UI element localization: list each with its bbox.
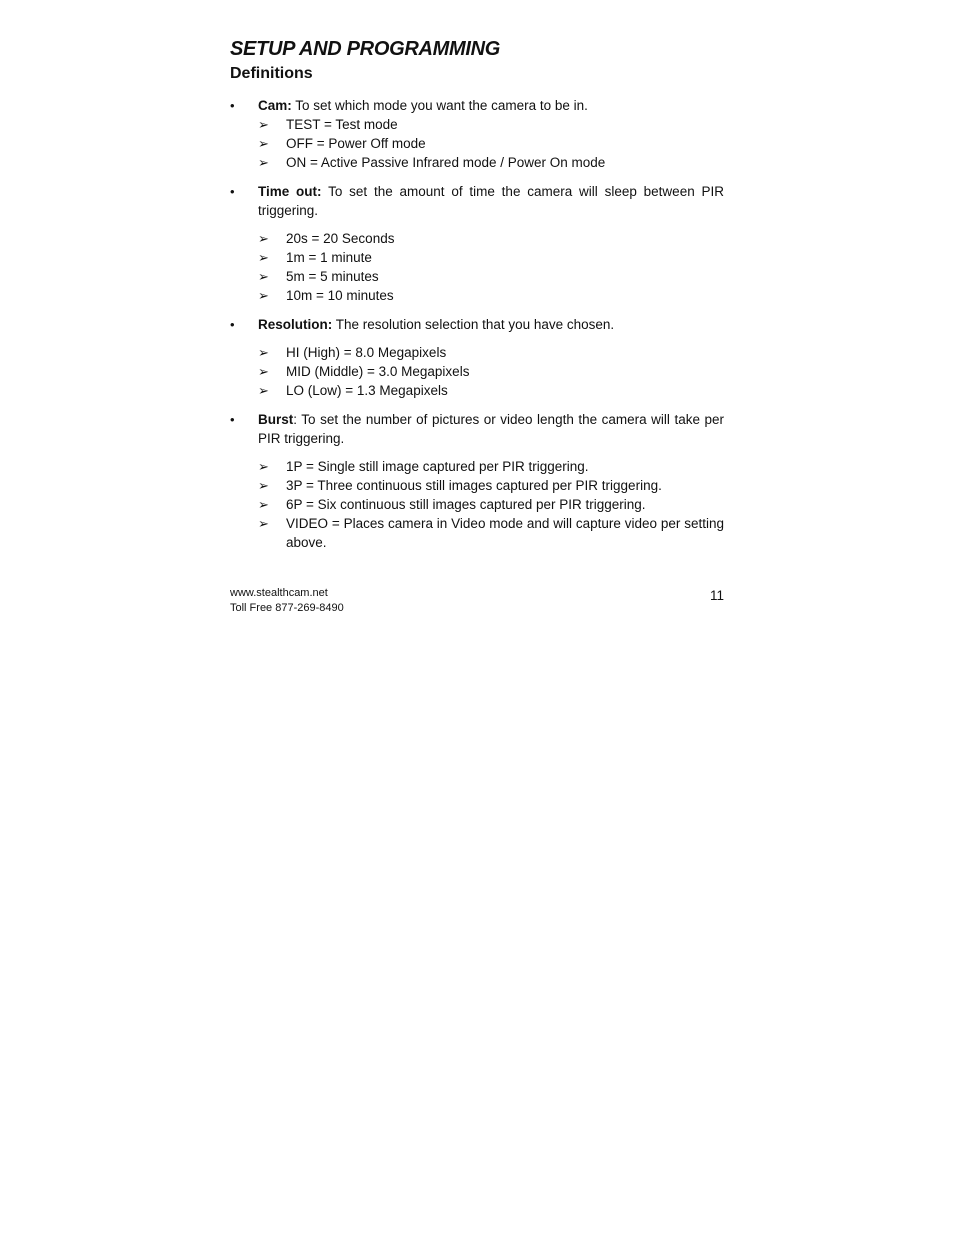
definition-description: To set which mode you want the camera to be in. — [291, 98, 588, 113]
option-list — [258, 343, 724, 400]
option-list — [258, 115, 724, 172]
definition-description: To set the amount of time the camera will sleep between PIR triggering. — [258, 184, 725, 218]
list-item — [258, 457, 724, 476]
list-item — [258, 248, 724, 267]
manual-page — [230, 36, 724, 552]
definition-description: : To set the number of pictures or video length the camera will take per PIR triggering. — [258, 412, 724, 446]
option-text: 3P = Three continuous still images captured per PIR triggering. — [286, 478, 662, 493]
section-subtitle: Definitions — [230, 65, 313, 82]
arrow-bullet-icon: ➢ — [258, 117, 269, 132]
arrow-bullet-icon: ➢ — [258, 136, 269, 151]
option-text: MID (Middle) = 3.0 Megapixels — [286, 364, 470, 379]
definition-text — [258, 182, 724, 220]
arrow-bullet-icon: ➢ — [258, 383, 269, 398]
arrow-bullet-icon: ➢ — [258, 269, 269, 284]
arrow-bullet-icon: ➢ — [258, 250, 269, 265]
bullet-icon: • — [230, 184, 235, 199]
list-item — [258, 476, 724, 495]
list-item — [258, 134, 724, 153]
bullet-icon: • — [230, 98, 235, 113]
option-text: 10m = 10 minutes — [286, 288, 394, 303]
option-list — [258, 229, 724, 305]
definition-resolution — [230, 315, 724, 400]
option-list — [258, 457, 724, 552]
option-text: 1m = 1 minute — [286, 250, 372, 265]
website-link[interactable]: www.stealthcam.net — [230, 587, 328, 599]
option-text: 1P = Single still image captured per PIR triggering. — [286, 459, 589, 474]
page-title: SETUP AND PROGRAMMING — [230, 38, 500, 60]
option-text: TEST = Test mode — [286, 117, 398, 132]
arrow-bullet-icon: ➢ — [258, 478, 269, 493]
definition-description: The resolution selection that you have chosen. — [332, 317, 615, 332]
page-footer — [230, 586, 724, 616]
option-text: 6P = Six continuous still images captured per PIR triggering. — [286, 497, 646, 512]
definition-time-out — [230, 182, 724, 305]
definition-term: Burst — [258, 412, 294, 427]
arrow-bullet-icon: ➢ — [258, 288, 269, 303]
definition-text — [258, 410, 724, 448]
definition-cam — [230, 96, 724, 172]
option-text: ON = Active Passive Infrared mode / Power On mode — [286, 155, 606, 170]
definition-term: Time out: — [258, 184, 322, 199]
arrow-bullet-icon: ➢ — [258, 364, 269, 379]
option-text: HI (High) = 8.0 Megapixels — [286, 345, 447, 360]
arrow-bullet-icon: ➢ — [258, 497, 269, 512]
option-text: 20s = 20 Seconds — [286, 231, 395, 246]
list-item — [258, 115, 724, 134]
option-text: 5m = 5 minutes — [286, 269, 379, 284]
option-text: VIDEO = Places camera in Video mode and will capture video per setting above. — [286, 516, 724, 550]
toll-free-phone: Toll Free 877-269-8490 — [230, 602, 344, 614]
page-number: 11 — [709, 588, 724, 603]
arrow-bullet-icon: ➢ — [258, 155, 269, 170]
definition-text — [258, 315, 724, 334]
definition-term: Resolution: — [258, 317, 333, 332]
arrow-bullet-icon: ➢ — [258, 345, 269, 360]
list-item — [258, 229, 724, 248]
definitions-list — [230, 96, 724, 552]
arrow-bullet-icon: ➢ — [258, 459, 269, 474]
list-item — [258, 153, 724, 172]
list-item — [258, 495, 724, 514]
list-item — [258, 514, 724, 552]
definition-text — [258, 96, 724, 115]
option-text: LO (Low) = 1.3 Megapixels — [286, 383, 448, 398]
list-item — [258, 381, 724, 400]
arrow-bullet-icon: ➢ — [258, 231, 269, 246]
list-item — [258, 362, 724, 381]
list-item — [258, 286, 724, 305]
arrow-bullet-icon: ➢ — [258, 516, 269, 531]
list-item — [258, 267, 724, 286]
list-item — [258, 343, 724, 362]
bullet-icon: • — [230, 412, 235, 427]
definition-term: Cam: — [258, 98, 292, 113]
definition-burst — [230, 410, 724, 552]
option-text: OFF = Power Off mode — [286, 136, 426, 151]
bullet-icon: • — [230, 317, 235, 332]
